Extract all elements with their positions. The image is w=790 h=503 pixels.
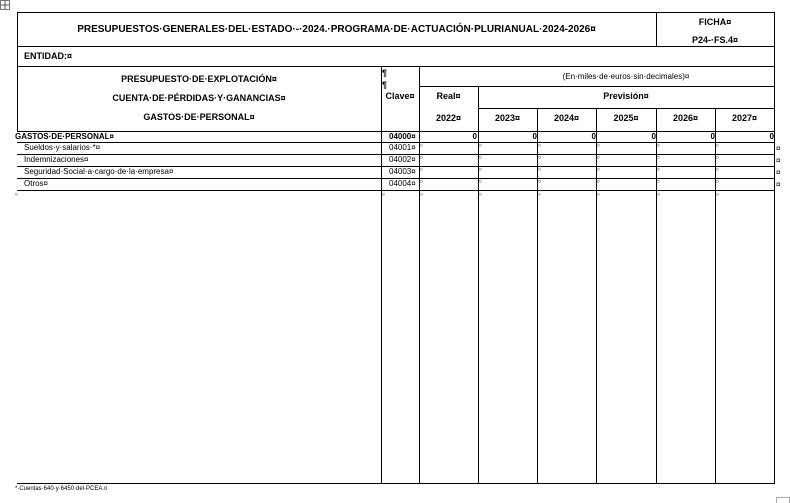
cell-end-mark: ¤ [538,167,541,173]
value-cell[interactable]: 0 [769,132,774,141]
section-title-line3: GASTOS·DE·PERSONAL¤ [143,112,255,122]
cell-end-mark: ¤ [657,155,660,161]
cell-end-mark: ¤ [479,167,482,173]
row-end-mark: ¤ [776,156,781,165]
cell-end-mark: ¤ [420,167,423,173]
row-end-mark: ¤ [776,144,781,153]
year-header-2023: 2023¤ [494,113,521,123]
section-title-line2: CUENTA·DE·PÉRDIDAS·Y·GANANCIAS¤ [112,93,286,103]
table-move-handle-icon[interactable] [0,0,10,10]
cell-end-mark: ¤ [538,192,541,198]
cell-end-mark: ¤ [479,143,482,149]
row-label[interactable]: Sueldos·y·salarios·*¤ [24,143,101,152]
cell-end-mark: ¤ [15,192,18,198]
cell-end-mark: ¤ [657,167,660,173]
cell-end-mark: ¤ [538,143,541,149]
year-header-2025: 2025¤ [613,113,639,123]
value-cell[interactable]: 0 [651,132,656,141]
cell-end-mark: ¤ [420,192,423,198]
row-code[interactable]: 04001¤ [389,143,416,152]
pilcrow-mark-1: ¶ [382,68,388,78]
cell-end-mark: ¤ [657,179,660,185]
cell-end-mark: ¤ [716,192,719,198]
value-cell[interactable]: 0 [532,132,537,141]
corner-box [776,497,790,503]
year-header-2022: 2022¤ [435,113,462,123]
ficha-code: P24-·FS.4¤ [691,35,739,45]
clave-header: Clave¤ [385,91,415,101]
cell-end-mark: ¤ [716,143,719,149]
cell-end-mark: ¤ [538,155,541,161]
row-code[interactable]: 04003¤ [389,167,416,176]
value-cell[interactable]: 0 [591,132,596,141]
entity-label: ENTIDAD:¤ [24,51,73,61]
section-title-line1: PRESUPUESTO·DE·EXPLOTACIÓN¤ [121,74,277,84]
value-cell[interactable]: 0 [472,132,477,141]
row-label[interactable]: Indemnizaciones¤ [24,155,89,164]
cell-end-mark: ¤ [479,179,482,185]
cell-end-mark: ¤ [420,179,423,185]
cell-end-mark: ¤ [420,143,423,149]
cell-end-mark: ¤ [657,143,660,149]
cell-end-mark: ¤ [716,155,719,161]
row-end-mark: ¤ [776,180,781,189]
row-code[interactable]: 04002¤ [389,155,416,164]
cell-end-mark: ¤ [382,192,385,198]
footnote: *·Cuentas·640·y·6450·del·PCEA.¤ [15,486,108,492]
cell-end-mark: ¤ [657,192,660,198]
year-header-2024: 2024¤ [553,113,580,123]
year-header-2027: 2027¤ [731,113,758,123]
row-code[interactable]: 04004¤ [389,179,416,188]
cell-end-mark: ¤ [479,192,482,198]
cell-end-mark: ¤ [597,167,600,173]
prevision-header: Previsión¤ [603,91,649,101]
row-label[interactable]: GASTOS·DE·PERSONAL¤ [15,132,114,141]
real-header: Real¤ [436,91,461,101]
cell-end-mark: ¤ [597,155,600,161]
cell-end-mark: ¤ [597,192,600,198]
cell-end-mark: ¤ [538,179,541,185]
cell-end-mark: ¤ [479,155,482,161]
value-cell[interactable]: 0 [710,132,715,141]
row-label[interactable]: Seguridad·Social·a·cargo·de·la·empresa¤ [24,167,174,176]
cell-end-mark: ¤ [716,179,719,185]
row-end-mark: ¤ [776,168,781,177]
ficha-label: FICHA¤ [698,17,732,27]
cell-end-mark: ¤ [716,167,719,173]
cell-end-mark: ¤ [420,155,423,161]
units-note: (En·miles·de·euros·sin·decimales)¤ [562,72,690,81]
pilcrow-mark-2: ¶ [382,80,388,90]
row-code[interactable]: 04000¤ [389,132,416,141]
year-header-2026: 2026¤ [672,113,699,123]
page-title: PRESUPUESTOS·GENERALES·DEL·ESTADO·-·2024.·PROGRAMA·DE·ACTUACIÓN·PLURIANUAL·2024-2026¤ [77,24,596,35]
cell-end-mark: ¤ [597,143,600,149]
cell-end-mark: ¤ [597,179,600,185]
row-label[interactable]: Otros¤ [24,179,49,188]
